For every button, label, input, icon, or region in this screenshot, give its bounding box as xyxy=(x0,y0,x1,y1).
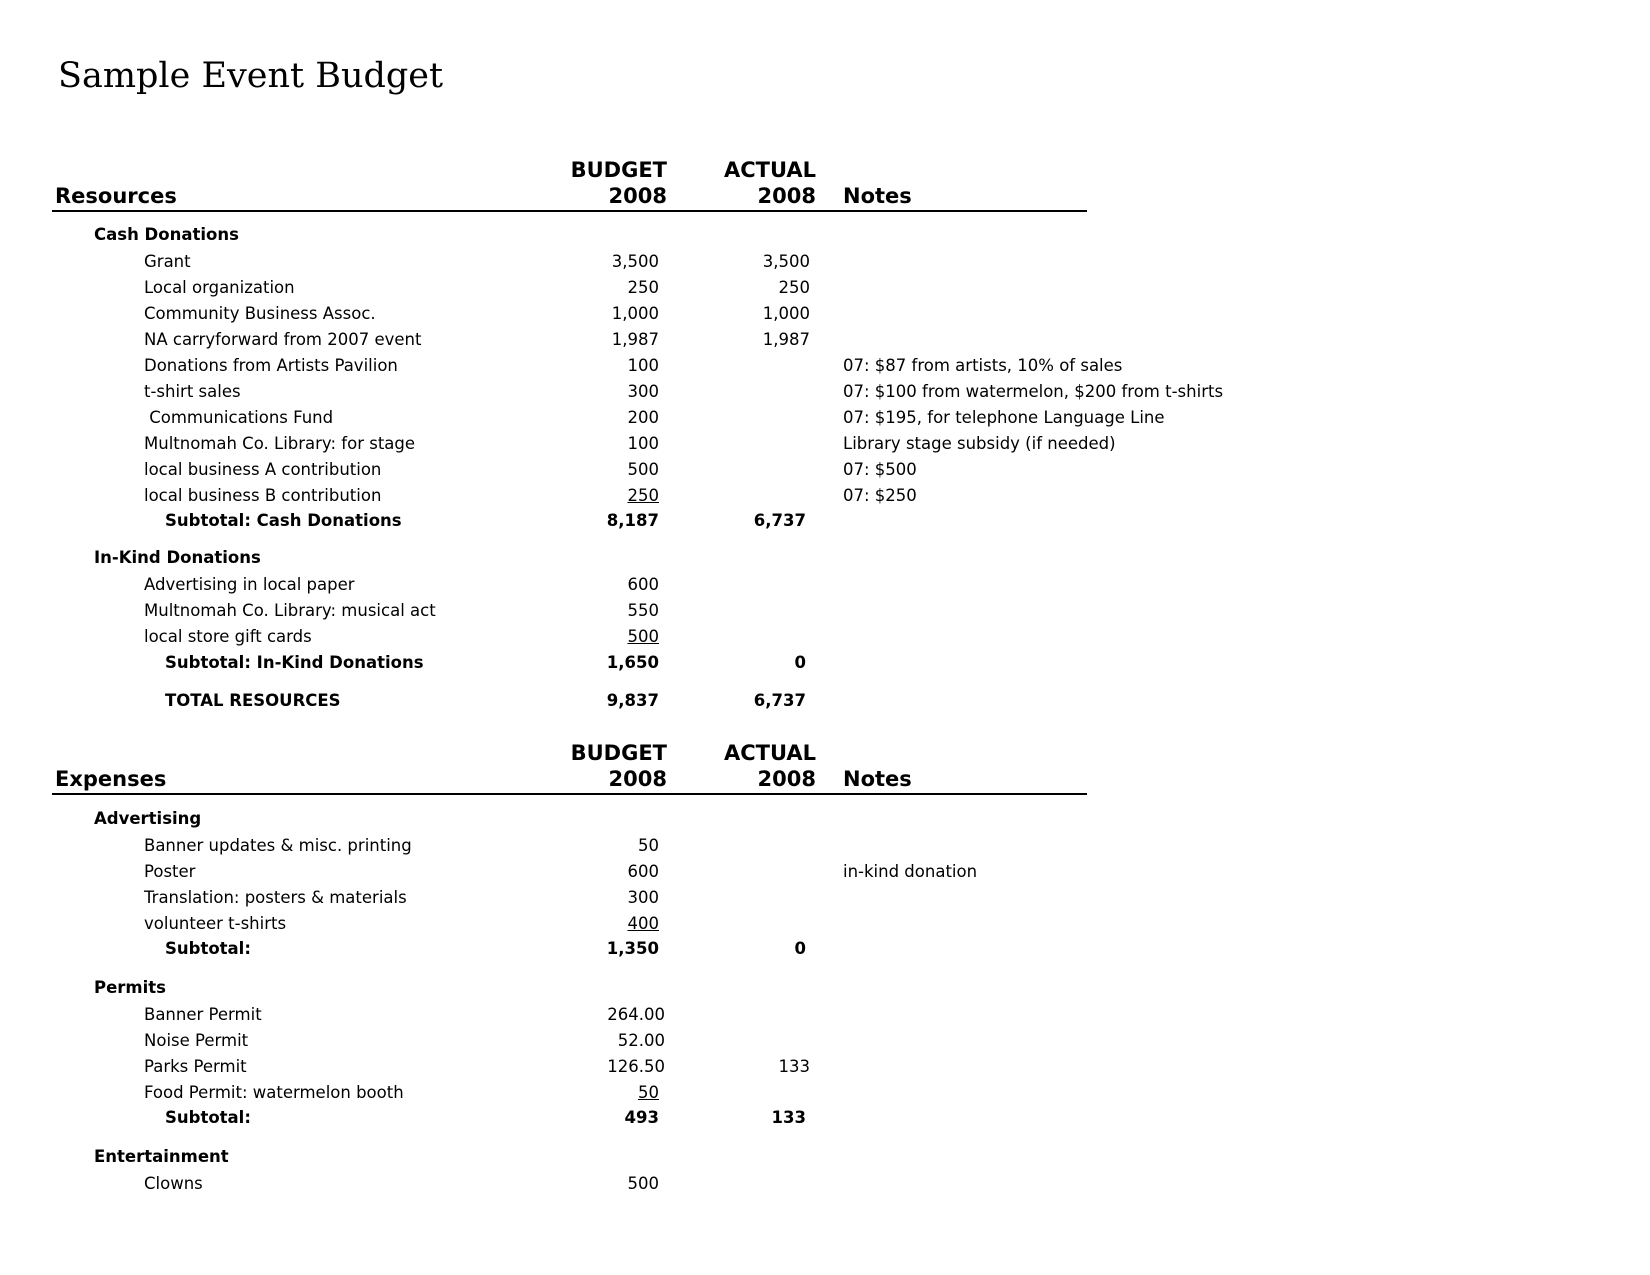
subtotal-label: Subtotal: xyxy=(165,939,251,958)
note-text: 07: $195, for telephone Language Line xyxy=(843,408,1165,427)
resources-section-header: Resources xyxy=(55,184,177,208)
budget-value: 126.50 xyxy=(607,1057,665,1076)
line-item-label: t-shirt sales xyxy=(144,382,241,401)
budget-value: 100 xyxy=(627,356,659,375)
resources-actual-header-1: ACTUAL xyxy=(723,158,816,182)
budget-value: 550 xyxy=(627,601,659,620)
subtotal-budget: 1,350 xyxy=(606,939,659,958)
line-item-label: Poster xyxy=(144,862,196,881)
expenses-section-header: Expenses xyxy=(55,767,167,791)
category-in-kind-donations: In-Kind Donations xyxy=(94,548,261,567)
total-resources-budget: 9,837 xyxy=(606,691,659,710)
line-item-label: Translation: posters & materials xyxy=(144,888,407,907)
budget-value: 300 xyxy=(627,382,659,401)
budget-value: 400 xyxy=(627,914,659,933)
line-item-label: local store gift cards xyxy=(144,627,312,646)
line-item-label: Food Permit: watermelon booth xyxy=(144,1083,404,1102)
budget-value: 500 xyxy=(627,460,659,479)
budget-value: 200 xyxy=(627,408,659,427)
expenses-budget-header-1: BUDGET xyxy=(570,741,667,765)
subtotal-budget: 1,650 xyxy=(606,653,659,672)
total-resources-actual: 6,737 xyxy=(753,691,806,710)
subtotal-budget: 493 xyxy=(624,1108,659,1127)
note-text: 07: $87 from artists, 10% of sales xyxy=(843,356,1123,375)
budget-value: 3,500 xyxy=(611,252,659,271)
subtotal-actual: 0 xyxy=(794,653,806,672)
budget-value: 250 xyxy=(627,486,659,505)
budget-value: 52.00 xyxy=(617,1031,665,1050)
note-text: 07: $100 from watermelon, $200 from t-shirts xyxy=(843,382,1224,401)
line-item-label: Multnomah Co. Library: musical act xyxy=(144,601,436,620)
budget-value: 300 xyxy=(627,888,659,907)
line-item-label: Banner Permit xyxy=(144,1005,262,1024)
budget-value: 500 xyxy=(627,627,659,646)
budget-value: 264.00 xyxy=(607,1005,665,1024)
line-item-label: local business B contribution xyxy=(144,486,382,505)
actual-value: 250 xyxy=(778,278,810,297)
subtotal-budget: 8,187 xyxy=(606,511,659,530)
actual-value: 3,500 xyxy=(762,252,810,271)
line-item-label: Banner updates & misc. printing xyxy=(144,836,412,855)
actual-value: 1,000 xyxy=(762,304,810,323)
expenses-notes-header: Notes xyxy=(843,767,912,791)
line-item-label: Communications Fund xyxy=(144,408,334,427)
line-item-label: Grant xyxy=(144,252,191,271)
actual-value: 1,987 xyxy=(762,330,810,349)
category-cash-donations: Cash Donations xyxy=(94,225,239,244)
line-item-label: Multnomah Co. Library: for stage xyxy=(144,434,416,453)
category-advertising: Advertising xyxy=(94,809,202,828)
note-text: in-kind donation xyxy=(843,862,978,881)
line-item-label: Parks Permit xyxy=(144,1057,247,1076)
total-resources-label: TOTAL RESOURCES xyxy=(165,691,341,710)
budget-value: 50 xyxy=(638,836,659,855)
category-permits: Permits xyxy=(94,978,166,997)
budget-value: 500 xyxy=(627,1174,659,1193)
note-text: Library stage subsidy (if needed) xyxy=(843,434,1116,453)
line-item-label: Noise Permit xyxy=(144,1031,249,1050)
line-item-label: Advertising in local paper xyxy=(144,575,355,594)
budget-value: 250 xyxy=(627,278,659,297)
expenses-actual-header-1: ACTUAL xyxy=(723,741,816,765)
resources-notes-header: Notes xyxy=(843,184,912,208)
expenses-actual-header-2: 2008 xyxy=(757,767,816,791)
line-item-label: NA carryforward from 2007 event xyxy=(144,330,422,349)
page-title: Sample Event Budget xyxy=(58,56,444,96)
budget-value: 50 xyxy=(638,1083,659,1102)
resources-budget-header-2: 2008 xyxy=(608,184,667,208)
resources-header-rule xyxy=(52,210,1087,212)
budget-value: 600 xyxy=(627,862,659,881)
line-item-label: Local organization xyxy=(144,278,295,297)
resources-budget-header-1: BUDGET xyxy=(570,158,667,182)
category-entertainment: Entertainment xyxy=(94,1147,229,1166)
budget-value: 600 xyxy=(627,575,659,594)
expenses-budget-header-2: 2008 xyxy=(608,767,667,791)
budget-value: 100 xyxy=(627,434,659,453)
budget-value: 1,987 xyxy=(611,330,659,349)
line-item-label: local business A contribution xyxy=(144,460,382,479)
subtotal-actual: 6,737 xyxy=(753,511,806,530)
expenses-header-rule xyxy=(52,793,1087,795)
line-item-label: Clowns xyxy=(144,1174,203,1193)
resources-actual-header-2: 2008 xyxy=(757,184,816,208)
budget-value: 1,000 xyxy=(611,304,659,323)
actual-value: 133 xyxy=(778,1057,810,1076)
subtotal-label: Subtotal: Cash Donations xyxy=(165,511,402,530)
line-item-label: Donations from Artists Pavilion xyxy=(144,356,398,375)
subtotal-label: Subtotal: In-Kind Donations xyxy=(165,653,424,672)
line-item-label: volunteer t-shirts xyxy=(144,914,287,933)
note-text: 07: $250 xyxy=(843,486,917,505)
line-item-label: Community Business Assoc. xyxy=(144,304,376,323)
subtotal-actual: 0 xyxy=(794,939,806,958)
subtotal-label: Subtotal: xyxy=(165,1108,251,1127)
note-text: 07: $500 xyxy=(843,460,917,479)
subtotal-actual: 133 xyxy=(771,1108,806,1127)
